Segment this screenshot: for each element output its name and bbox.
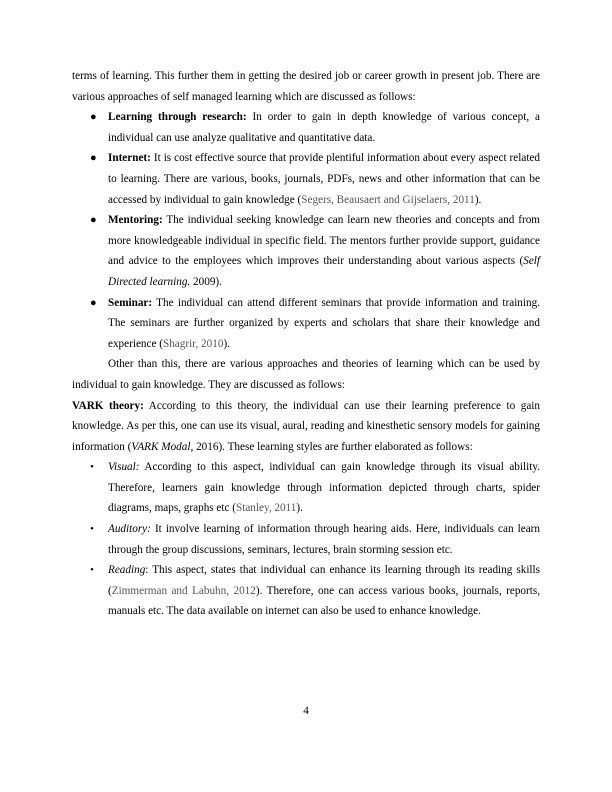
- item-text: The individual can attend different seminars that provide information and training. The seminars are further organized by experts and scholars that share their knowledge and experience (: [108, 296, 540, 350]
- term-label: Internet:: [108, 152, 151, 165]
- vark-text-end: These learning styles are further elaborated as follows:: [224, 440, 473, 453]
- list-item-visual: [72, 457, 540, 519]
- bullet-icon: •: [90, 523, 94, 536]
- item-text: : This aspect, states that individual can enhance its learning through its reading skills (: [108, 564, 540, 597]
- item-text-end: ).: [296, 502, 303, 515]
- item-text: According to this aspect, individual can gain knowledge through its visual ability. Therefore, learners gain knowledge through information depicted through charts, spider diagrams, maps, graphs etc (: [108, 461, 540, 515]
- learning-styles-list: [72, 457, 540, 622]
- term-label: Reading: [108, 564, 146, 577]
- list-item-seminar: [72, 293, 540, 355]
- item-text: It is cost effective source that provide plentiful information about every aspect related to learning. There are various, books, journals, PDFs, news and other information that can be accessed by individual to gain knowledge (: [108, 152, 540, 206]
- item-text-end: ). Therefore, one can access various books, journals, reports, manuals etc. The data available on internet can also be used to enhance knowledge.: [108, 584, 540, 618]
- item-text: In order to gain in depth knowledge of various concept, a individual can use analyze qualitative and quantitative data.: [108, 111, 540, 144]
- list-item-internet: [72, 148, 540, 210]
- list-item-reading: [72, 560, 540, 622]
- item-text: The individual seeking knowledge can learn new theories and concepts and from more knowledgeable individual in specific field. The mentors further provide support, guidance and advice to the employees which improves their understanding about various aspects (: [108, 214, 540, 268]
- vark-heading: VARK theory:: [72, 399, 144, 412]
- bullet-icon: ●: [90, 152, 97, 165]
- bullet-icon: ●: [90, 296, 97, 309]
- item-text: It involve learning of information through hearing aids. Here, individuals can learn through the group discussions, seminars, lectures, brain storming session etc.: [108, 523, 540, 556]
- document-page: [72, 66, 540, 622]
- term-label: Mentoring:: [108, 214, 163, 227]
- approaches-list: [72, 107, 540, 354]
- bullet-icon: ●: [90, 111, 97, 124]
- vark-text: According to this theory, the individual can use their learning preference to gain knowledge. As per this, one can use its visual, aural, reading and kinesthetic sensory models for gaining information (: [72, 399, 540, 453]
- citation-year: 2009).: [190, 275, 222, 288]
- term-label: Auditory:: [108, 523, 151, 536]
- citation: Shagrir, 2010: [162, 337, 224, 350]
- term-label: Learning through research:: [108, 111, 247, 124]
- term-label: Visual:: [108, 461, 140, 474]
- citation: Segers, Beausaert and Gijselaers, 2011: [301, 193, 475, 206]
- term-label: Seminar:: [108, 296, 153, 309]
- page-number: 4: [303, 705, 309, 717]
- bullet-icon: ●: [90, 214, 97, 227]
- citation-title: Self Directed learning.: [108, 255, 540, 288]
- citation: Zimmerman and Labuhn, 2012: [111, 584, 256, 597]
- vark-citation-title: VARK Modal,: [131, 440, 194, 453]
- list-item-auditory: [72, 519, 540, 560]
- list-item-mentoring: [72, 210, 540, 292]
- item-text-end: ).: [223, 337, 230, 350]
- item-text-end: ).: [474, 193, 482, 206]
- citation: Stanley, 2011: [236, 502, 297, 515]
- intro-paragraph: terms of learning. This further them in getting the desired job or career growth in present job. There are various approaches of self managed learning which are discussed as follows:: [72, 70, 540, 103]
- list-item-research: [72, 107, 540, 148]
- vark-citation-year: 2016).: [193, 440, 225, 453]
- vark-paragraph: [72, 396, 540, 458]
- transition-paragraph: Other than this, there are various approaches and theories of learning which can be used by individual to gain knowledge. They are discussed as follows:: [72, 358, 540, 391]
- bullet-icon: •: [90, 564, 94, 577]
- bullet-icon: •: [90, 461, 94, 474]
